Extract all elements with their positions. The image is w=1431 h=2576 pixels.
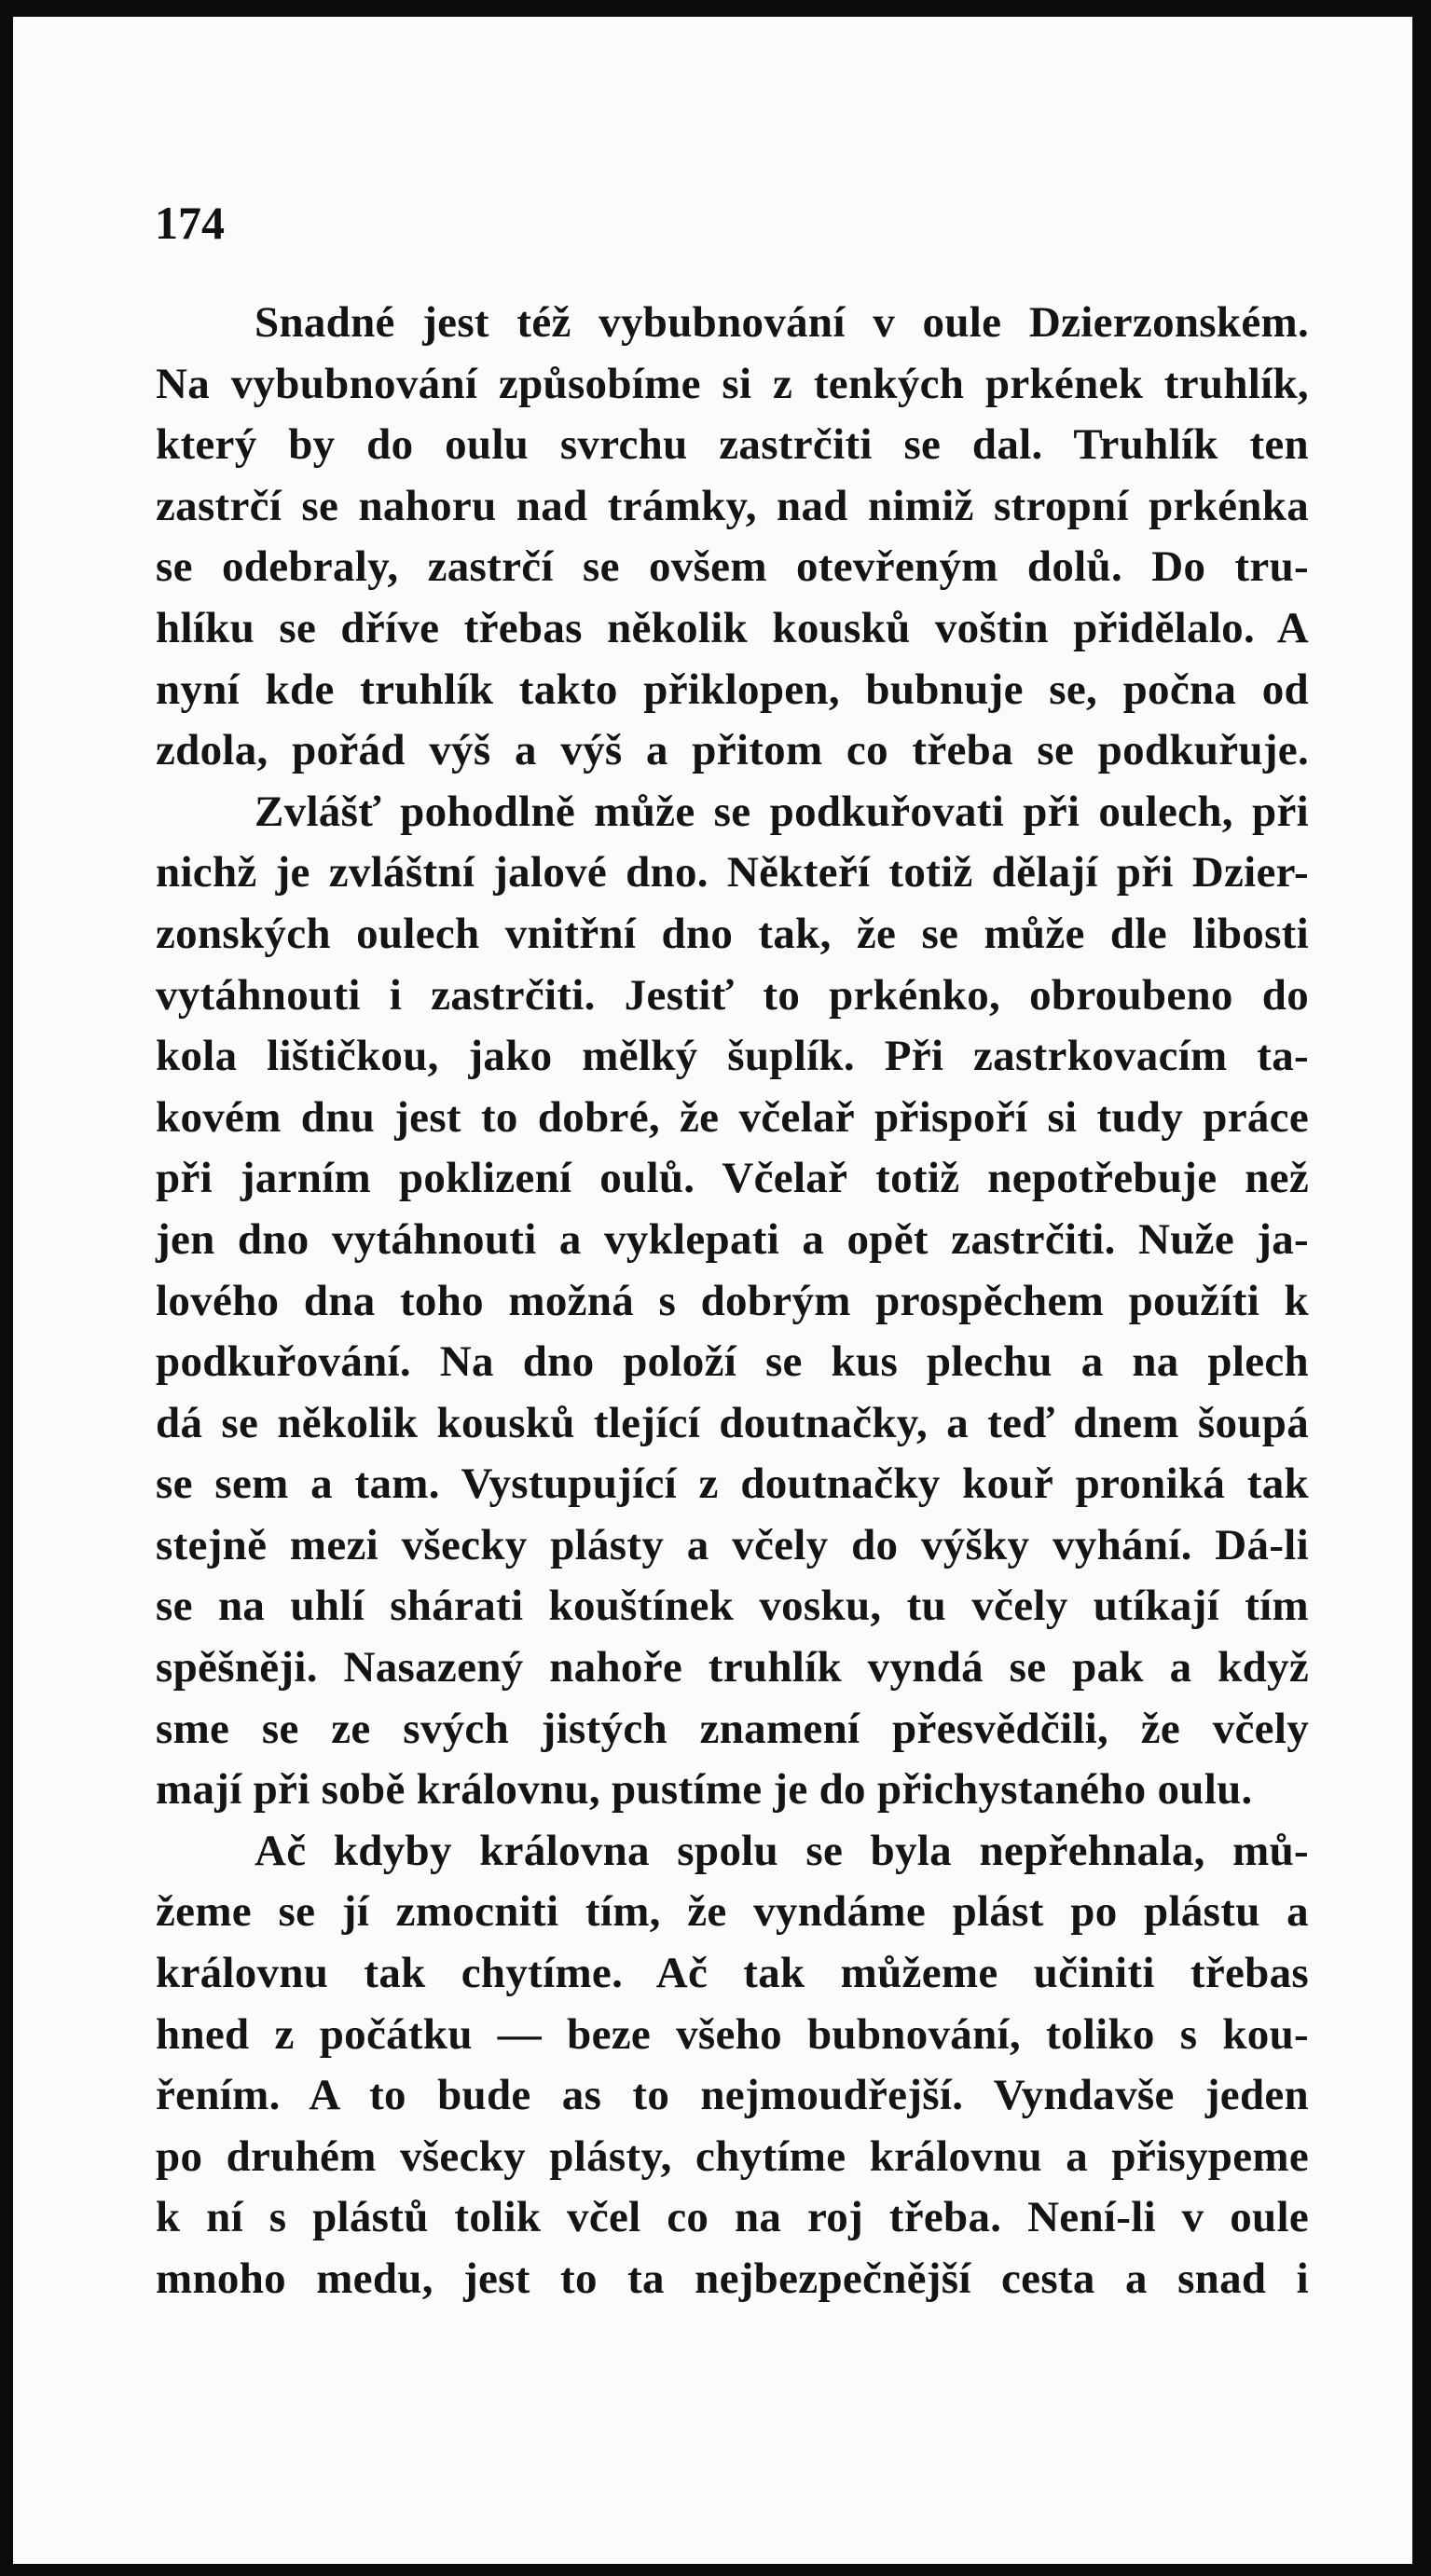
text-line: vytáhnouti i zastrčiti. Jestiť to prkénko, obroubeno do [156,970,1309,1020]
text-line: zastrčí se nahoru nad trámky, nad nimiž stropní prkénka [156,481,1309,530]
text-line: se na uhlí shárati kouštínek vosku, tu včely utíkají tím [156,1582,1309,1631]
text-line: zdola, pořád výš a výš a přitom co třeba se podkuřuje. [156,726,1309,775]
text-line: kovém dnu jest to dobré, že včelař přispoří si tudy práce [156,1092,1309,1142]
text-line: jen dno vytáhnouti a vyklepati a opět zastrčiti. Nuže ja- [156,1214,1309,1264]
text-line: kola lištičkou, jako mělký šuplík. Při zastrkovacím ta- [156,1032,1309,1081]
text-line: sme se ze svých jistých znamení přesvědčili, že včely [156,1704,1309,1753]
paragraph [156,293,1309,782]
text-line: k ní s plástů tolik včel co na roj třeba. Není-li v oule [156,2193,1309,2242]
text-line: spěšněji. Nasazený nahoře truhlík vyndá se pak a když [156,1643,1309,1692]
text-line: Ač kdyby královna spolu se byla nepřehnala, mů- [255,1826,1309,1875]
text-line: při jarním poklizení oulů. Včelař totiž nepotřebuje než [156,1154,1309,1203]
text-line: mají při sobě královnu, pustíme je do přichystaného oulu. [156,1765,1253,1815]
paragraph [156,1821,1309,2310]
text-line: po druhém všecky plásty, chytíme královnu a přisypeme [156,2131,1309,2181]
book-page [13,17,1412,2564]
text-line: Na vybubnování způsobíme si z tenkých prkének truhlík, [156,359,1309,408]
text-line: zonských oulech vnitřní dno tak, že se může dle libosti [156,909,1309,958]
text-line: Zvlášť pohodlně může se podkuřovati při oulech, při [255,787,1309,836]
text-line: který by do oulu svrchu zastrčiti se dal. Truhlík ten [156,420,1309,470]
text-line: řením. A to bude as to nejmoudřejší. Vyndavše jeden [156,2071,1309,2120]
text-line: stejně mezi všecky plásty a včely do výšky vyhání. Dá-li [156,1520,1309,1569]
text-line: lového dna toho možná s dobrým prospěchem použíti k [156,1276,1309,1325]
text-line: mnoho medu, jest to ta nejbezpečnější cesta a snad i [156,2254,1309,2303]
text-line: žeme se jí zmocniti tím, že vyndáme plást po plástu a [156,1887,1309,1937]
text-line: nyní kde truhlík takto přiklopen, bubnuje se, počna od [156,665,1309,714]
text-line: dá se několik kousků tlející doutnačky, a teď dnem šoupá [156,1398,1309,1447]
text-line: hlíku se dříve třebas několik kousků voštin přidělalo. A [156,603,1309,652]
text-line: Snadné jest též vybubnování v oule Dzierzonském. [255,298,1309,347]
text-line: podkuřování. Na dno položí se kus plechu a na plech [156,1337,1309,1387]
text-line: královnu tak chytíme. Ač tak můžeme učiniti třebas [156,1949,1309,1998]
page-number: 174 [155,197,225,249]
text-line: nichž je zvláštní jalové dno. Někteří totiž dělají při Dzier- [156,848,1309,897]
text-line: se odebraly, zastrčí se ovšem otevřeným dolů. Do tru- [156,542,1309,592]
paragraph [156,782,1309,1821]
body-text [156,293,1309,2310]
text-line: se sem a tam. Vystupující z doutnačky kouř proniká tak [156,1459,1309,1509]
text-line: hned z počátku — beze všeho bubnování, toliko s kou- [156,2009,1309,2059]
